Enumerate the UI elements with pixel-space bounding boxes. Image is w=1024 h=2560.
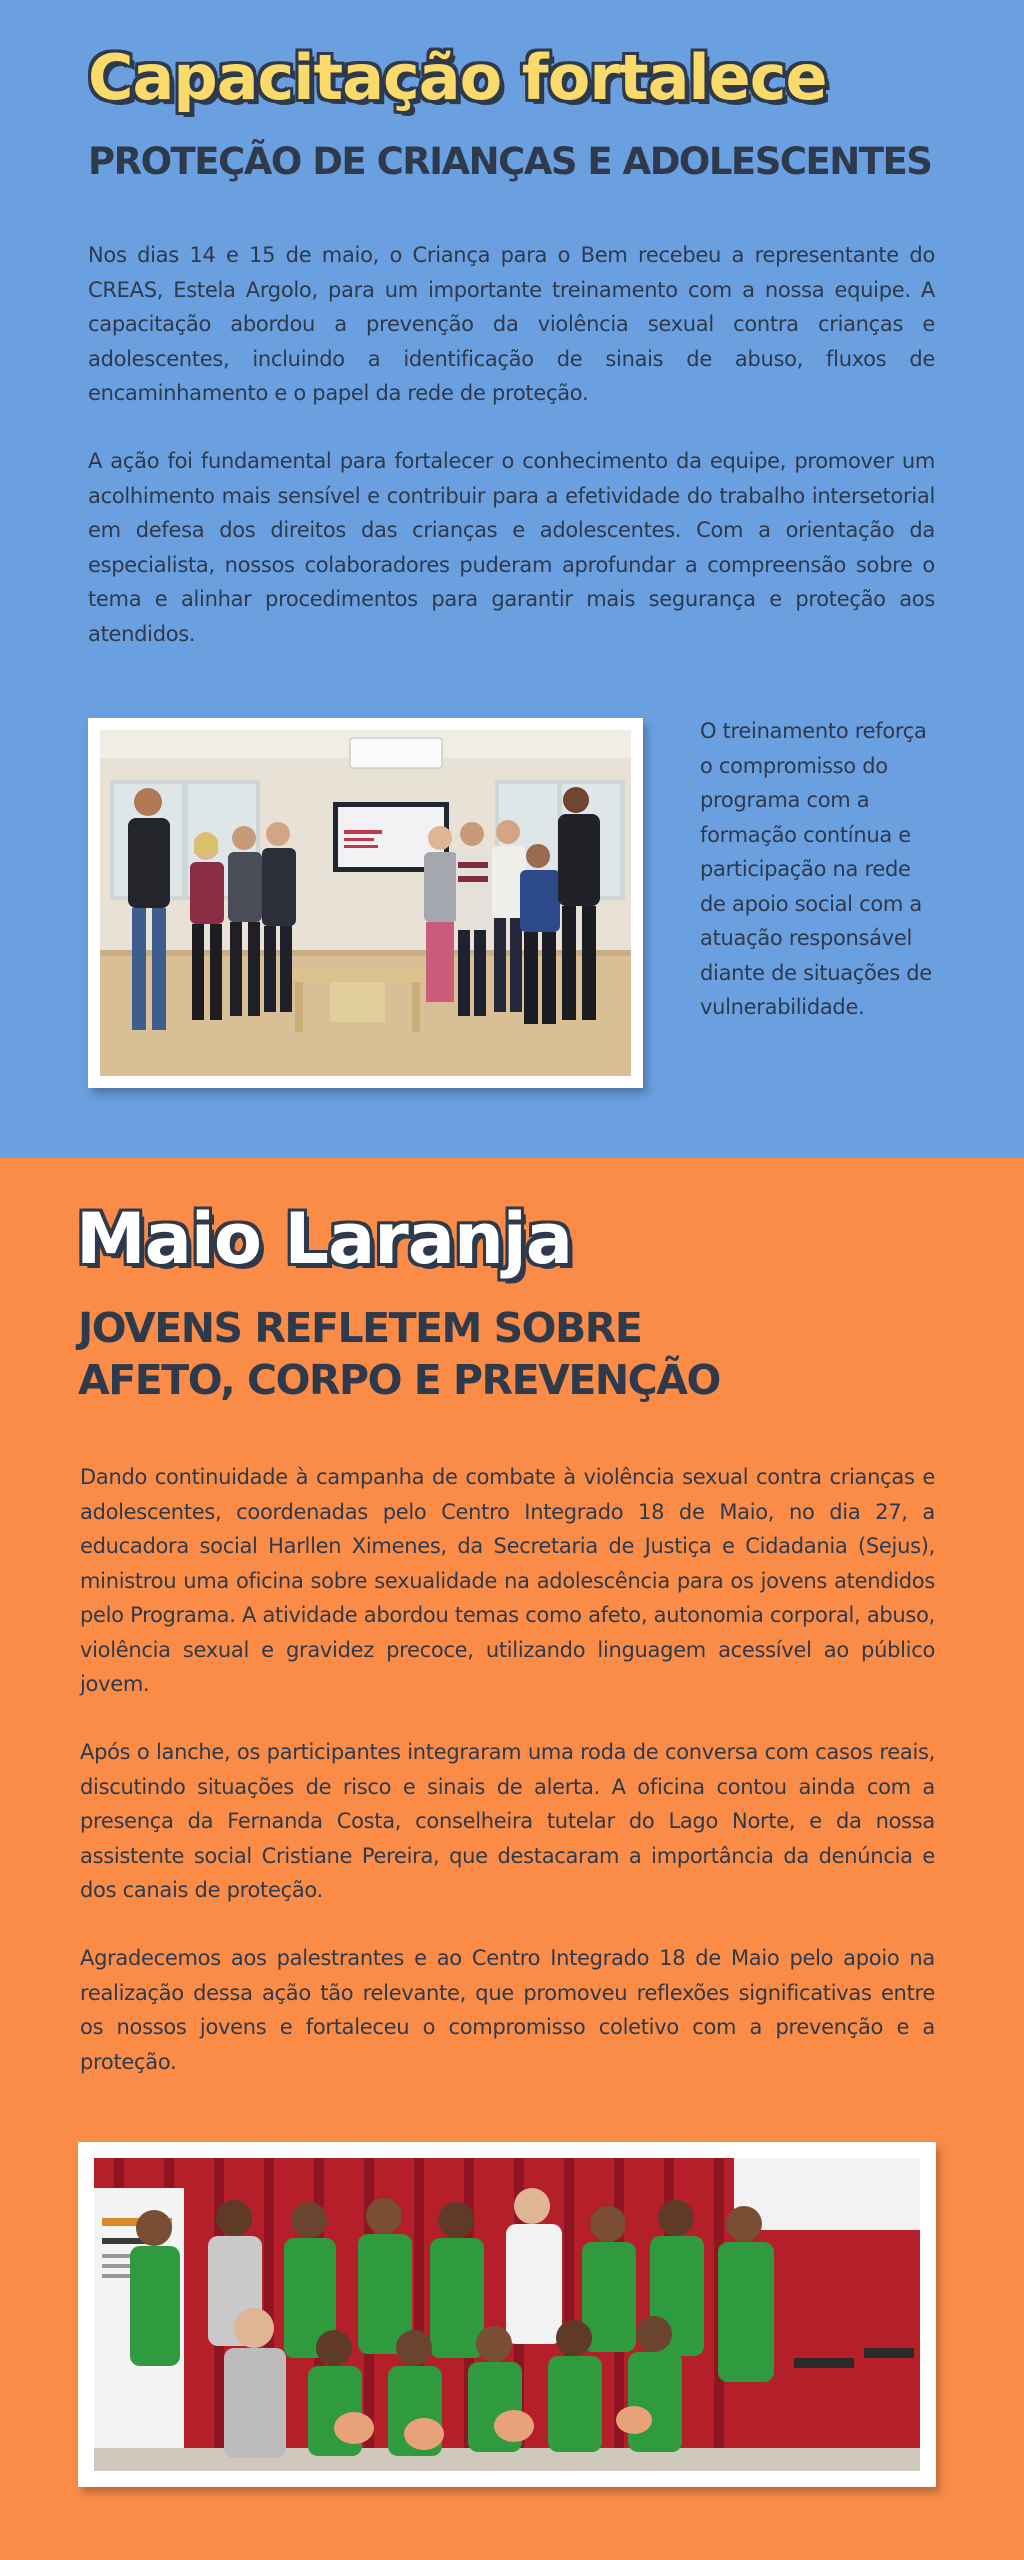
article-paragraph: Dando continuidade à campanha de combate à violência sexual contra crianças e adolescentes, coordenadas pelo Centro Integrado 18 de Maio, no dia 27, a educadora social Harllen Ximenes, da Secretaria de Justiça e Cidadania (Sejus), ministrou uma oficina sobre sexualidade na adolescência para os jovens atendidos pelo Programa. A atividade abordou temas como afeto, autonomia corporal, abuso, violência sexual e gravidez precoce, utilizando linguagem acessível ao público jovem.	[80, 1465, 935, 1696]
article-paragraph: Agradecemos aos palestrantes e ao Centro Integrado 18 de Maio pelo apoio na realização dessa ação tão relevante, que promoveu reflexões significativas entre os nossos jovens e fortaleceu o compromisso coletivo com a prevenção e a proteção.	[80, 1946, 935, 2074]
training-group-photo	[100, 730, 631, 1076]
article-paragraph: Nos dias 14 e 15 de maio, o Criança para o Bem recebeu a representante do CREAS, Estela Argolo, para um importante treinamento com a nossa equipe. A capacitação abordou a prevenção da violência sexual contra crianças e adolescentes, incluindo a identificação de sinais de abuso, fluxos de encaminhamento e o papel da rede de proteção.	[88, 243, 935, 405]
workshop-group-photo	[94, 2158, 920, 2471]
section-title: Capacitação fortalece	[88, 41, 827, 114]
article-paragraph: Após o lanche, os participantes integraram uma roda de conversa com casos reais, discutindo situações de risco e sinais de alerta. A oficina contou ainda com a presença da Fernanda Costa, conselheira tutelar do Lago Norte, e da nossa assistente social Cristiane Pereira, que destacaram a importância da denúncia e dos canais de proteção.	[80, 1740, 935, 1902]
workshop-photo-frame	[78, 2142, 936, 2487]
subtitle-line: AFETO, CORPO E PREVENÇÃO	[78, 1356, 720, 1404]
section-subtitle: PROTEÇÃO DE CRIANÇAS E ADOLESCENTES	[88, 140, 932, 183]
photo-caption: O treinamento reforça o compromisso do programa com a formação contínua e participação na rede de apoio social com a atuação responsável diante de situações de vulnerabilidade.	[700, 719, 932, 1019]
section-subtitle	[78, 1302, 938, 1406]
training-section	[0, 0, 1024, 1158]
article-paragraph: A ação foi fundamental para fortalecer o conhecimento da equipe, promover um acolhimento mais sensível e contribuir para a efetividade do trabalho intersetorial em defesa dos direitos das crianças e adolescentes. Com a orientação da especialista, nossos colaboradores puderam aprofundar a compreensão sobre o tema e alinhar procedimentos para garantir mais segurança e proteção aos atendidos.	[88, 449, 935, 646]
training-photo-frame	[88, 718, 643, 1088]
section-title: Maio Laranja	[76, 1198, 573, 1280]
subtitle-line: JOVENS REFLETEM SOBRE	[78, 1304, 642, 1352]
